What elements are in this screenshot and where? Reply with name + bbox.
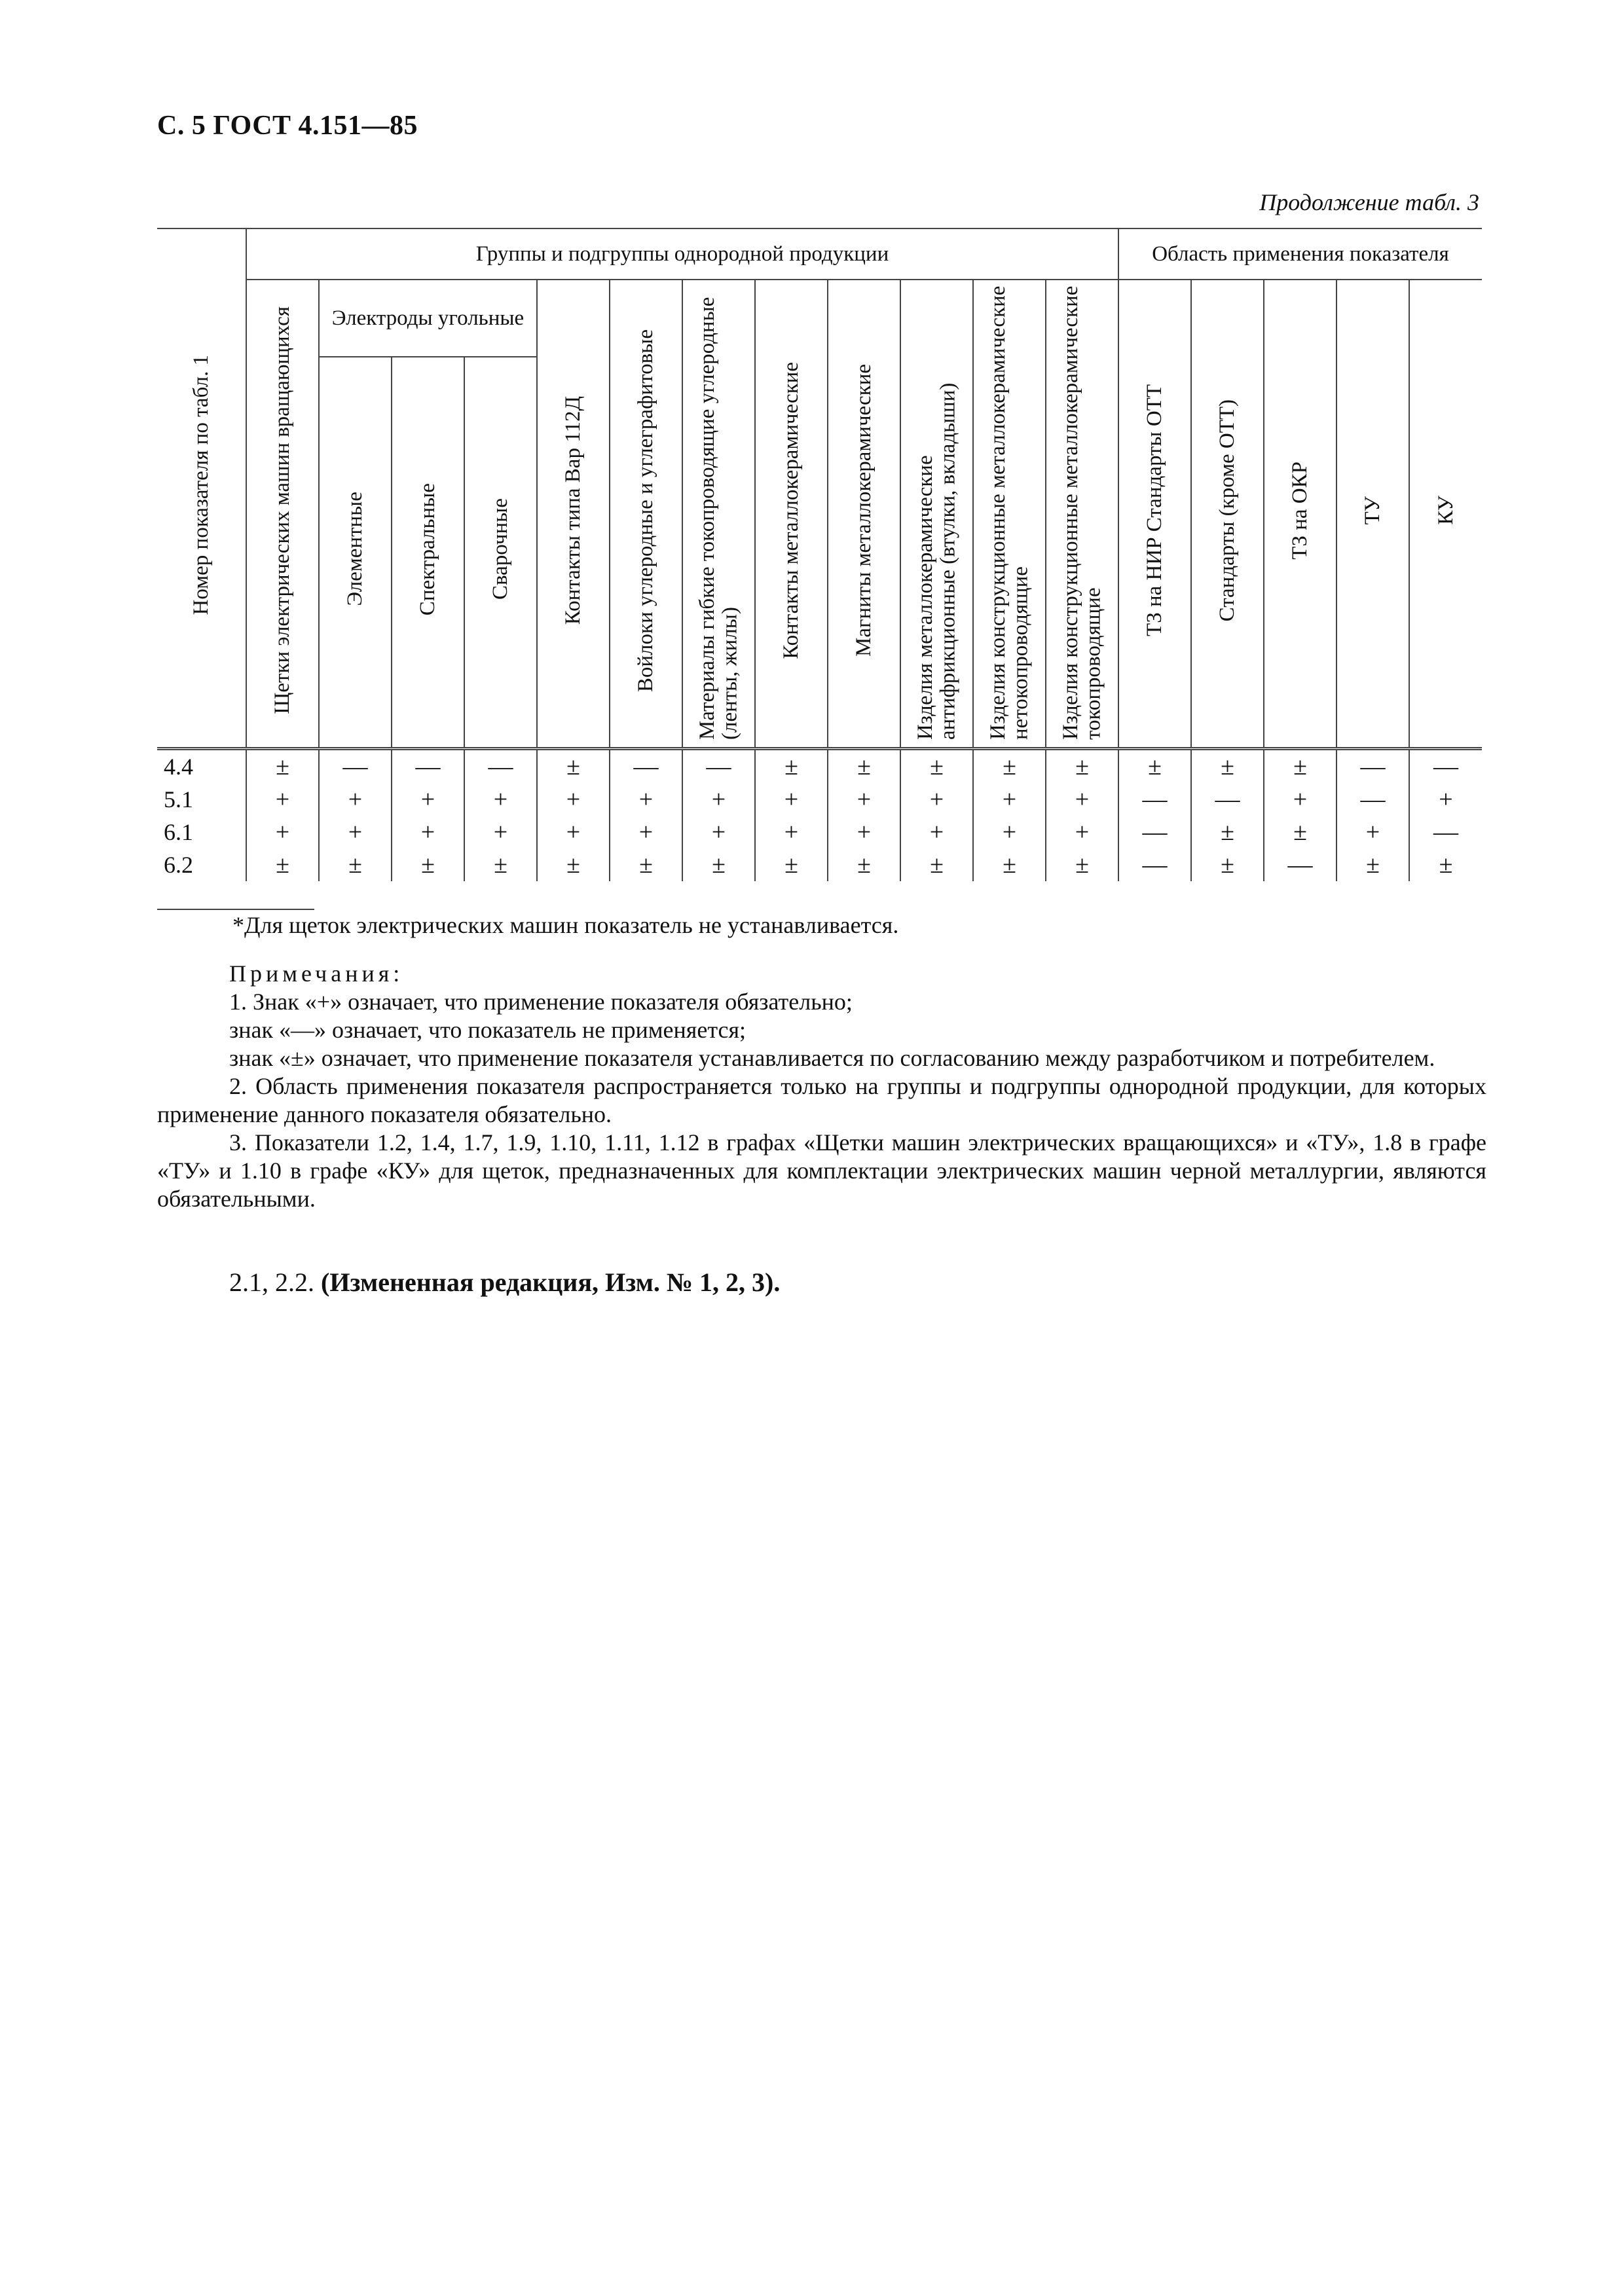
col-ku: КУ <box>1409 280 1482 748</box>
edition-bold: (Измененная редакция, Изм. № 1, 2, 3). <box>321 1267 781 1297</box>
table-cell: ± <box>464 848 537 881</box>
table-cell: + <box>246 816 319 848</box>
col-tz-nir: ТЗ на НИР Стандарты ОТТ <box>1118 280 1191 748</box>
row-number: 6.1 <box>157 816 246 848</box>
table-cell: ± <box>610 848 682 881</box>
scope-header: Область применения показателя <box>1118 228 1482 280</box>
note-1-minus: знак «—» означает, что показатель не применяется; <box>229 1017 746 1043</box>
note-2: 2. Область применения показателя распространяется только на группы и подгруппы однородной продукции, для которых применение данного показателя обязательно. <box>157 1073 1486 1127</box>
table-cell: + <box>1336 816 1409 848</box>
table-cell: + <box>1409 783 1482 816</box>
table-cell: ± <box>319 848 392 881</box>
table-cell: + <box>392 816 464 848</box>
table-cell: ± <box>1046 848 1118 881</box>
col-tu: ТУ <box>1336 280 1409 748</box>
table-cell: — <box>610 748 682 783</box>
table-cell: — <box>1118 783 1191 816</box>
table-cell: ± <box>755 848 828 881</box>
table-cell: + <box>900 816 973 848</box>
col-electrodes-element: Элементные <box>319 357 392 748</box>
col-nonconductive: Изделия конструкционные металлокерамические нетокопроводящие <box>973 280 1046 748</box>
col-cermet-contacts: Контакты металлокерамические <box>755 280 828 748</box>
table-cell: + <box>1046 783 1118 816</box>
col-flexible-materials: Материалы гибкие токопроводящие углеродные (ленты, жилы) <box>682 280 755 748</box>
col-antifriction: Изделия металлокерамические антифрикционные (втулки, вкладыши) <box>900 280 973 748</box>
table-cell: ± <box>973 848 1046 881</box>
col-electrodes-welding: Сварочные <box>464 357 537 748</box>
table-cell: ± <box>246 848 319 881</box>
table-cell: ± <box>246 748 319 783</box>
table-cell: — <box>682 748 755 783</box>
table-cell: ± <box>828 848 900 881</box>
table-cell: + <box>682 816 755 848</box>
table-cell: ± <box>1191 848 1264 881</box>
col-tz-okr: ТЗ на ОКР <box>1264 280 1336 748</box>
table-cell: — <box>1118 816 1191 848</box>
col-conductive: Изделия конструкционные металлокерамические токопроводящие <box>1046 280 1118 748</box>
table-cell: ± <box>1336 848 1409 881</box>
table-cell: + <box>1264 783 1336 816</box>
table-cell: + <box>828 816 900 848</box>
table-cell: ± <box>900 848 973 881</box>
table-cell: — <box>1409 748 1482 783</box>
table-cell: — <box>1336 783 1409 816</box>
table-cell: ± <box>900 748 973 783</box>
table-cell: + <box>464 816 537 848</box>
row-number-header <box>157 228 246 748</box>
note-1: 1. Знак «+» означает, что применение показателя обязательно; <box>229 989 853 1015</box>
table-cell: + <box>246 783 319 816</box>
row-number: 5.1 <box>157 783 246 816</box>
table-cell: — <box>1264 848 1336 881</box>
table-cell: — <box>319 748 392 783</box>
table-cell: — <box>1191 783 1264 816</box>
table-cell: — <box>1409 816 1482 848</box>
product-groups-header: Группы и подгруппы однородной продукции <box>246 228 1118 280</box>
table-cell: ± <box>1046 748 1118 783</box>
table-cell: ± <box>1191 748 1264 783</box>
footnote-rule <box>157 909 314 910</box>
footnote: *Для щеток электрических машин показатель не устанавливается. <box>232 912 899 938</box>
note-1-plusminus: знак «±» означает, что применение показателя устанавливается по согласованию между разработчиком и потребителем. <box>229 1045 1435 1071</box>
table-cell: + <box>900 783 973 816</box>
table-cell: ± <box>392 848 464 881</box>
col-brushes: Щетки электрических машин вращающихся <box>246 280 319 748</box>
col-standards: Стандарты (кроме ОТТ) <box>1191 280 1264 748</box>
table-cell: — <box>392 748 464 783</box>
table-cell: + <box>319 783 392 816</box>
col-cermet-magnets: Магниты металлокерамические <box>828 280 900 748</box>
table-row <box>157 848 1482 881</box>
table-cell: + <box>319 816 392 848</box>
table-cell: + <box>610 783 682 816</box>
table-row <box>157 783 1482 816</box>
table-container <box>157 228 1482 881</box>
table-cell: + <box>610 816 682 848</box>
table-cell: + <box>755 783 828 816</box>
row-number: 4.4 <box>157 748 246 783</box>
table-cell: ± <box>828 748 900 783</box>
table-cell: — <box>1118 848 1191 881</box>
table-cell: ± <box>1191 816 1264 848</box>
table-cell: ± <box>1409 848 1482 881</box>
table-cell: ± <box>1264 748 1336 783</box>
table-cell: + <box>464 783 537 816</box>
table-cell: ± <box>537 848 610 881</box>
table-cell: + <box>682 783 755 816</box>
table-cell: + <box>755 816 828 848</box>
table-cell: + <box>537 783 610 816</box>
col-felts: Войлоки углеродные и углеграфитовые <box>610 280 682 748</box>
col-contacts-var: Контакты типа Вар 112Д <box>537 280 610 748</box>
table-cell: ± <box>973 748 1046 783</box>
table-cell: + <box>392 783 464 816</box>
table-cell: ± <box>1264 816 1336 848</box>
table-cell: — <box>1336 748 1409 783</box>
col-electrodes-spectral: Спектральные <box>392 357 464 748</box>
edition-line <box>229 1267 780 1298</box>
table-cell: ± <box>1118 748 1191 783</box>
table-cell: — <box>464 748 537 783</box>
table-cell: + <box>537 816 610 848</box>
table-cell: ± <box>682 848 755 881</box>
note-3: 3. Показатели 1.2, 1.4, 1.7, 1.9, 1.10, 1.11, 1.12 в графах «Щетки машин электрических вращающихся» и «ТУ», 1.8 в графе «ТУ» и 1.10 в графе «КУ» для щеток, предназначенных для комплектации электрических машин черной металлургии, являются обязательными. <box>157 1129 1486 1212</box>
table-row <box>157 748 1482 783</box>
page-header: С. 5 ГОСТ 4.151—85 <box>157 111 418 141</box>
notes-block <box>157 960 1486 1213</box>
notes-title: Примечания: <box>229 960 404 987</box>
table-cell: + <box>973 783 1046 816</box>
table-cell: + <box>1046 816 1118 848</box>
indicator-table <box>157 228 1482 881</box>
table-continuation-label: Продолжение табл. 3 <box>1259 189 1479 215</box>
electrodes-header: Электроды угольные <box>319 280 537 357</box>
table-body <box>157 748 1482 881</box>
table-cell: + <box>828 783 900 816</box>
edition-prefix: 2.1, 2.2. <box>229 1267 314 1297</box>
table-row <box>157 816 1482 848</box>
table-cell: ± <box>755 748 828 783</box>
row-number: 6.2 <box>157 848 246 881</box>
table-cell: ± <box>537 748 610 783</box>
table-cell: + <box>973 816 1046 848</box>
row-number-header-text: Номер показателя по табл. 1 <box>189 355 213 615</box>
